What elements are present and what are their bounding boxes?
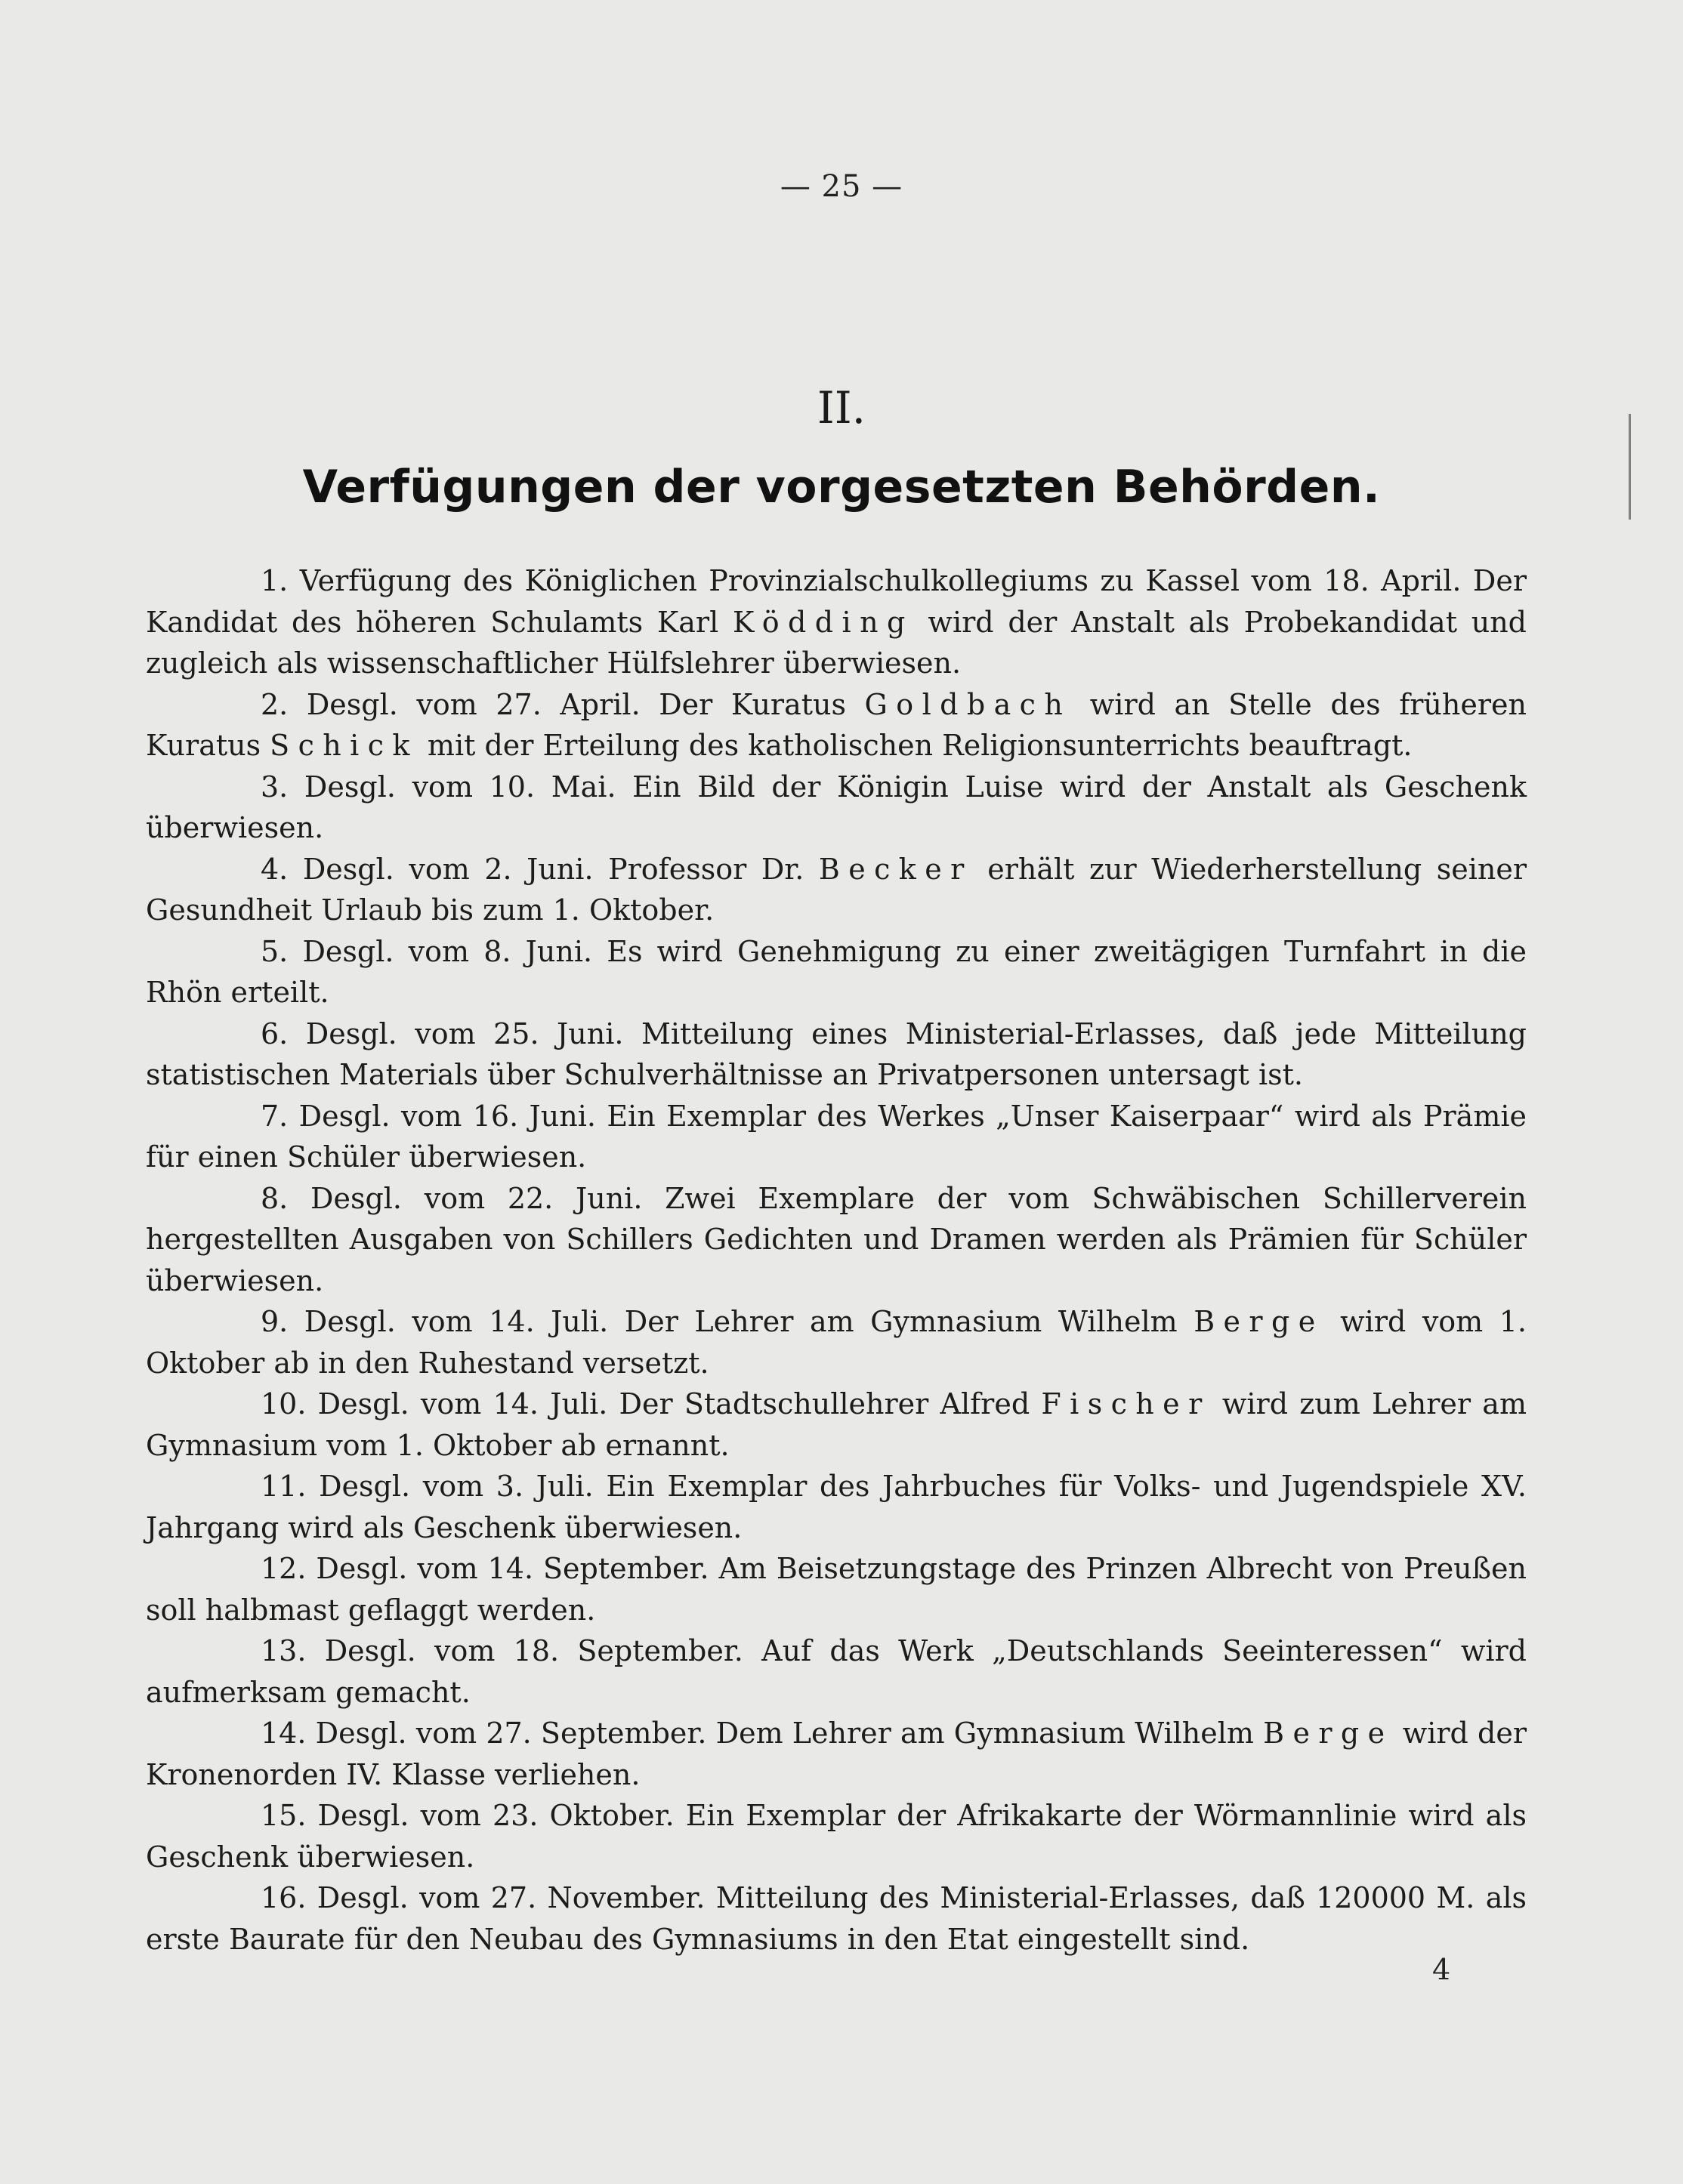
entry-number: 14. <box>261 1717 316 1750</box>
decree-entry <box>146 1178 1527 1302</box>
decree-entry <box>146 931 1527 1013</box>
sheet-number: 4 <box>1432 1953 1451 1986</box>
decree-entry <box>146 1301 1527 1384</box>
decree-entry <box>146 1548 1527 1630</box>
entry-number: 2. <box>261 687 307 721</box>
spaced-name: Fischer <box>1041 1387 1211 1421</box>
decree-entry <box>146 1713 1527 1795</box>
entry-number: 10. <box>261 1387 318 1421</box>
entry-text: Desgl. vom 18. September. Auf das Werk „Deutschlands Seeinteressen“ wird aufmerksam gemacht. <box>146 1634 1527 1709</box>
entry-number: 4. <box>261 852 303 886</box>
entry-number: 12. <box>261 1552 317 1585</box>
decree-entry <box>146 1013 1527 1096</box>
entry-text: Desgl. vom 16. Juni. Ein Exemplar des Werkes „Unser Kaiserpaar“ wird als Prämie für einen Schüler überwiesen. <box>146 1099 1527 1174</box>
entries-list <box>146 560 1527 1960</box>
entry-text: Desgl. vom 27. September. Dem Lehrer am Gymnasium Wilhelm <box>315 1717 1264 1750</box>
entry-number: 11. <box>261 1470 320 1503</box>
entry-text: Desgl. vom 14. Juli. Der Lehrer am Gymnasium Wilhelm <box>304 1305 1194 1338</box>
entry-text: Desgl. vom 8. Juni. Es wird Genehmigung zu einer zweitägigen Turnfahrt in die Rhön erteilt. <box>146 934 1527 1009</box>
entry-text: Desgl. vom 23. Oktober. Ein Exemplar der Afrikakarte der Wörmannlinie wird als Geschenk überwiesen. <box>146 1799 1527 1874</box>
entry-number: 5. <box>261 934 303 968</box>
entry-number: 7. <box>261 1099 299 1133</box>
entry-text: Desgl. vom 25. Juni. Mitteilung eines Ministerial-Erlasses, daß jede Mitteilung statistischen Materials über Schulverhältnisse an Privatpersonen untersagt ist. <box>146 1016 1527 1091</box>
decree-entry <box>146 849 1527 931</box>
decree-entry <box>146 684 1527 767</box>
entry-number: 9. <box>261 1305 304 1338</box>
entry-text: Desgl. vom 2. Juni. Professor Dr. <box>302 852 819 886</box>
entry-number: 1. <box>261 564 300 597</box>
entry-text: wird der Anstalt als Probekandidat und zugleich als wissenschaftlicher Hülfslehrer überwiesen. <box>146 605 1527 680</box>
page-number: — 25 — <box>780 169 903 204</box>
entry-text: wird der Kronenorden IV. Klasse verliehen. <box>146 1717 1527 1791</box>
entry-text: Desgl. vom 27. November. Mitteilung des Ministerial-Erlasses, daß 120000 M. als erste Baurate für den Neubau des Gymnasiums in den Etat eingestellt sind. <box>146 1881 1527 1956</box>
entry-text: Desgl. vom 10. Mai. Ein Bild der Königin Luise wird der Anstalt als Geschenk überwiesen. <box>146 770 1527 844</box>
entry-text: Desgl. vom 22. Juni. Zwei Exemplare der vom Schwäbischen Schillerverein hergestellten Ausgaben von Schillers Gedichten und Dramen werden als Prämien für Schüler überwiesen. <box>146 1181 1527 1297</box>
entry-text: wird an Stelle des früheren Kuratus <box>146 687 1527 762</box>
decree-entry <box>146 1384 1527 1466</box>
entry-text: mit der Erteilung des katholischen Religionsunterrichts beauftragt. <box>418 729 1413 762</box>
entry-text: Desgl. vom 14. September. Am Beisetzungstage des Prinzen Albrecht von Preußen soll halbmast geflaggt werden. <box>146 1552 1527 1627</box>
decree-entry <box>146 1877 1527 1960</box>
spaced-name: Becker <box>818 852 973 886</box>
entry-text: wird vom 1. Oktober ab in den Ruhestand versetzt. <box>146 1305 1527 1380</box>
spaced-name: Berge <box>1194 1305 1324 1338</box>
decree-entry <box>146 1096 1527 1178</box>
entry-number: 8. <box>261 1181 310 1215</box>
section-heading: Verfügungen der vorgesetzten Behörden. <box>302 461 1381 514</box>
decree-entry <box>146 1630 1527 1713</box>
decree-entry <box>146 1466 1527 1548</box>
entry-number: 13. <box>261 1634 325 1667</box>
entry-text: Desgl. vom 3. Juli. Ein Exemplar des Jahrbuches für Volks- und Jugendspiele XV. Jahrgang wird als Geschenk überwiesen. <box>146 1470 1527 1544</box>
section-number: II. <box>817 382 866 433</box>
entry-text: Verfügung des Königlichen Provinzialschulkollegiums zu Kassel vom 18. April. Der Kandidat des höheren Schulamts Karl <box>146 564 1527 639</box>
entry-number: 3. <box>261 770 304 804</box>
entry-text: Desgl. vom 14. Juli. Der Stadtschullehrer Alfred <box>317 1387 1042 1421</box>
entry-text: Desgl. vom 27. April. Der Kuratus <box>306 687 865 721</box>
entry-number: 15. <box>261 1799 318 1832</box>
spaced-name: Berge <box>1263 1717 1394 1750</box>
entry-text: wird zum Lehrer am Gymnasium vom 1. Oktober ab ernannt. <box>146 1387 1527 1462</box>
spaced-name: Ködding <box>733 605 914 639</box>
spaced-name: Schick <box>270 729 418 762</box>
decree-entry <box>146 767 1527 849</box>
entry-number: 16. <box>261 1881 317 1914</box>
decree-entry <box>146 1795 1527 1877</box>
entry-text: erhält zur Wiederherstellung seiner Gesundheit Urlaub bis zum 1. Oktober. <box>146 852 1527 927</box>
spaced-name: Goldbach <box>864 687 1072 721</box>
entry-number: 6. <box>261 1016 306 1050</box>
decree-entry <box>146 560 1527 684</box>
